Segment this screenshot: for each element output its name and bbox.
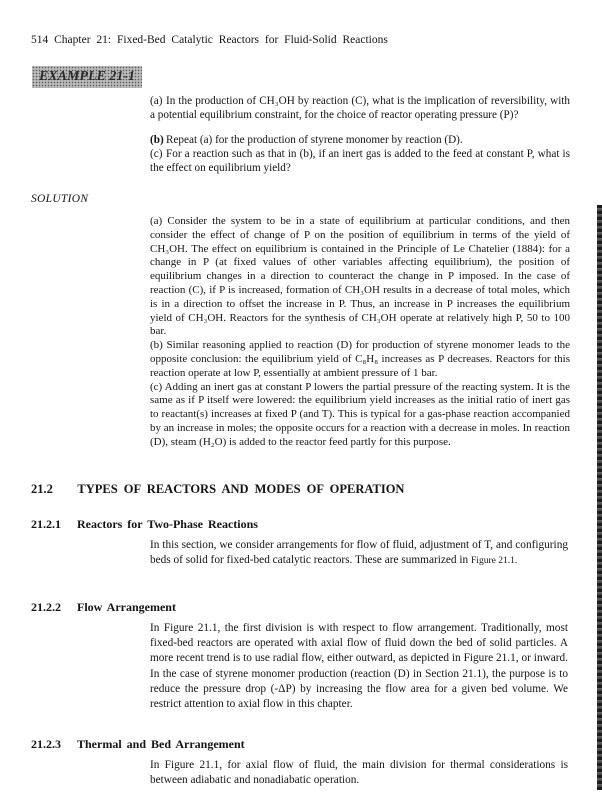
solution-paragraph-a: (a) Consider the system to be in a state of equilibrium at particular conditions, and then consider the effect of change of P on the position of equilibrium in terms of the yield of CH₃OH. The effect on equilibrium is contained in the Principle of Le Chatelier (1884): for a change in P (at fixed values of other variables affecting equilibrium), the position of equilibrium changes in a direction to counteract the change in P imposed. In the case of reaction (C), if P is increased, formation of CH₃OH results in a decrease of total moles, which is in a direction to offset the increase in P. Thus, an increase in P increases the equilibrium yield of CH₃OH. Reactors for the synthesis of CH₃OH operate at relatively high P, 50 to 100 bar. — [150, 215, 570, 338]
question-label: (b) — [150, 134, 164, 146]
question-text: In the production of CH₃OH by reaction (C), what is the implication of reversibility, with a potential equilibrium constraint, for the choice of reactor operating pressure (P)? — [150, 95, 570, 121]
question-label: (a) — [150, 95, 163, 107]
question-text: For a reaction such as that in (b), if an inert gas is added to the feed at constant P, what is the effect on equilibrium yield? — [150, 148, 570, 174]
subsection-number: 21.2.3 — [31, 737, 61, 751]
section-heading — [31, 482, 404, 497]
subsection-text-21-2-1 — [150, 538, 568, 569]
section-number: 21.2 — [31, 482, 53, 496]
solution-paragraph-c: (c) Adding an inert gas at constant P lowers the partial pressure of the reacting system. It is the same as if P itself were lowered: the equilibrium yield increases as the initial ratio of inert gas to reactant(s) increases at fixed P (and T). This is typical for a gas-phase reaction accompanied by an increase in moles; the opposite occurs for a reaction with a decrease in moles. In reaction (D), steam (H₂O) is added to the reactor feed partly for this purpose. — [150, 380, 570, 448]
subsection-title: Flow Arrangement — [77, 600, 176, 614]
question-c — [150, 147, 570, 175]
scan-edge-shadow — [597, 205, 602, 790]
paragraph-text: In this section, we consider arrangements for flow of fluid, adjustment of T, and configuring beds of solid for fixed-bed catalytic reactors. These are summarized in — [150, 539, 568, 567]
subsection-heading-21-2-2 — [31, 600, 176, 615]
subsection-text-21-2-2: In Figure 21.1, the first division is with respect to flow arrangement. Traditionally, most fixed-bed reactors are operated with axial flow of fluid down the bed of solid particles. A more recent trend is to use radial flow, either outward, as depicted in Figure 21.1, or inward. In the case of styrene monomer production (reaction (D) in Section 21.1), the purpose is to reduce the pressure drop (-ΔP) by increasing the flow area for a given bed volume. We restrict attention to axial flow in this chapter. — [150, 622, 568, 711]
figure-reference: Figure 21.1. — [471, 556, 518, 567]
question-a — [150, 94, 570, 122]
solution-body — [150, 215, 570, 450]
subsection-heading-21-2-3 — [31, 737, 245, 752]
section-title: TYPES OF REACTORS AND MODES OF OPERATION — [77, 482, 405, 496]
question-b — [150, 133, 570, 147]
question-text: Repeat (a) for the production of styrene monomer by reaction (D). — [166, 134, 463, 146]
example-label: EXAMPLE 21-1 — [32, 66, 142, 88]
subsection-number: 21.2.1 — [31, 517, 61, 531]
subsection-title: Thermal and Bed Arrangement — [77, 737, 245, 751]
solution-paragraph-b: (b) Similar reasoning applied to reaction (D) for production of styrene monomer leads to the opposite conclusion: the equilibrium yield of C₈H₈ increases as P decreases. Reactors for this reaction operate at low P, essentially at ambient pressure of 1 bar. — [150, 339, 570, 379]
subsection-heading-21-2-1 — [31, 517, 258, 532]
running-header: 514 Chapter 21: Fixed-Bed Catalytic Reactors for Fluid-Solid Reactions — [31, 34, 388, 46]
question-label: (c) — [150, 148, 163, 160]
subsection-title: Reactors for Two-Phase Reactions — [77, 517, 258, 531]
subsection-text-21-2-3: In Figure 21.1, for axial flow of fluid, the main division for thermal considerations is between adiabatic and nonadiabatic operation. — [150, 759, 568, 787]
solution-label: SOLUTION — [31, 193, 89, 205]
subsection-number: 21.2.2 — [31, 600, 61, 614]
